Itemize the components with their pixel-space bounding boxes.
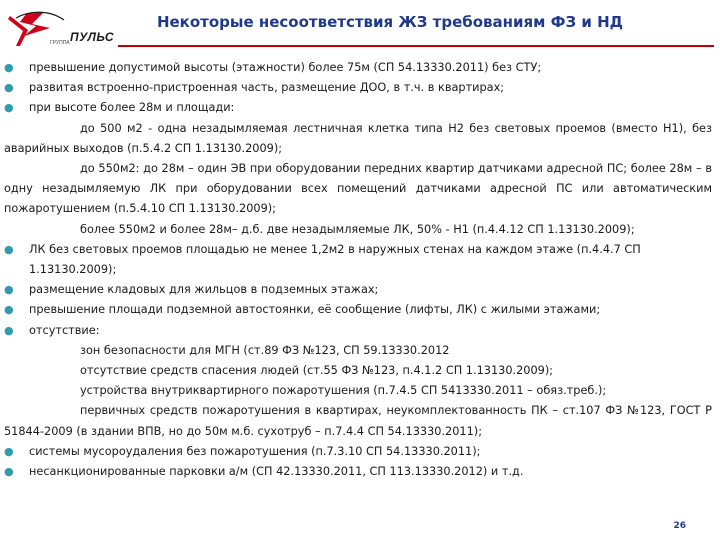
sub-paragraph: до 500 м2 - одна незадымляемая лестничная клетка типа Н2 без световых проемов (вместо Н1), без аварийных выходов (п.5.4.2 СП 1.13130.2009); xyxy=(4,121,712,155)
bullet-item: ● превышение допустимой высоты (этажности) более 75м (СП 54.13330.2011) без СТУ; xyxy=(4,58,712,78)
slide-title: Некоторые несоответствия ЖЗ требованиям ФЗ и НД xyxy=(156,13,624,31)
bullet-dot-icon: ● xyxy=(4,283,14,297)
bullet-dot-icon: ● xyxy=(4,444,14,458)
bullet-item: ● развитая встроенно-пристроенная часть, размещение ДОО, в т.ч. в квартирах; xyxy=(4,78,712,98)
bullet-dot-icon: ● xyxy=(4,242,14,256)
bullet-item: ● отсутствие: xyxy=(4,321,712,341)
page-number: 26 xyxy=(673,521,686,531)
sub-paragraph: зон безопасности для МГН (ст.89 ФЗ №123, СП 59.13330.2012 xyxy=(80,343,450,357)
bullet-item: ● размещение кладовых для жильцов в подземных этажах; xyxy=(4,280,712,300)
company-logo xyxy=(6,6,118,50)
title-divider xyxy=(118,45,714,47)
bullet-dot-icon: ● xyxy=(4,323,14,337)
bullet-item: ● ЛК без световых проемов площадью не менее 1,2м2 в наружных стенах на каждом этаже (п.4.4.7 СП 1.13130.2009); xyxy=(4,240,712,280)
sub-paragraph: отсутствие средств спасения людей (ст.55 ФЗ №123, п.4.1.2 СП 1.13130.2009); xyxy=(80,364,554,378)
sub-paragraph: первичных средств пожаротушения в квартирах, неукомплектованность ПК – ст.107 ФЗ №123, ГОСТ Р 51844-2009 (в здании ВПВ, но до 50м м.б. сухотруб – п.7.4.4 СП 54.13330.2011); xyxy=(4,404,712,438)
bullet-dot-icon: ● xyxy=(4,81,14,95)
sub-paragraph: до 550м2: до 28м – один ЭВ при оборудовании передних квартир датчиками адресной ПС; более 28м – в одну незадымляемую ЛК при оборудовании всех помещений датчиками адресной ПС или автоматическим пожаротушением (п.5.4.10 СП 1.13130.2009); xyxy=(4,162,712,216)
bullet-dot-icon: ● xyxy=(4,465,14,479)
sub-paragraph: более 550м2 и более 28м– д.б. две незадымляемые ЛК, 50% - Н1 (п.4.4.12 СП 1.13130.2009); xyxy=(80,222,635,236)
logo-small-text: ГРУППА xyxy=(50,40,70,46)
bullet-item: ● превышение площади подземной автостоянки, её сообщение (лифты, ЛК) с жилыми этажами; xyxy=(4,300,712,320)
bullet-dot-icon: ● xyxy=(4,61,14,74)
bullet-item: ● системы мусороудаления без пожаротушения (п.7.3.10 СП 54.13330.2011); xyxy=(4,442,712,462)
sub-paragraph: устройства внутриквартирного пожаротушения (п.7.4.5 СП 5413330.2011 – обяз.треб.); xyxy=(80,384,607,398)
bullet-dot-icon: ● xyxy=(4,303,14,317)
slide-body xyxy=(4,58,712,482)
bullet-item: ● при высоте более 28м и площади: xyxy=(4,98,712,118)
bullet-dot-icon: ● xyxy=(4,101,14,115)
bullet-item: ● несанкционированные парковки а/м (СП 42.13330.2011, СП 113.13330.2012) и т.д. xyxy=(4,462,712,482)
logo-text: ПУЛЬС xyxy=(70,30,115,44)
